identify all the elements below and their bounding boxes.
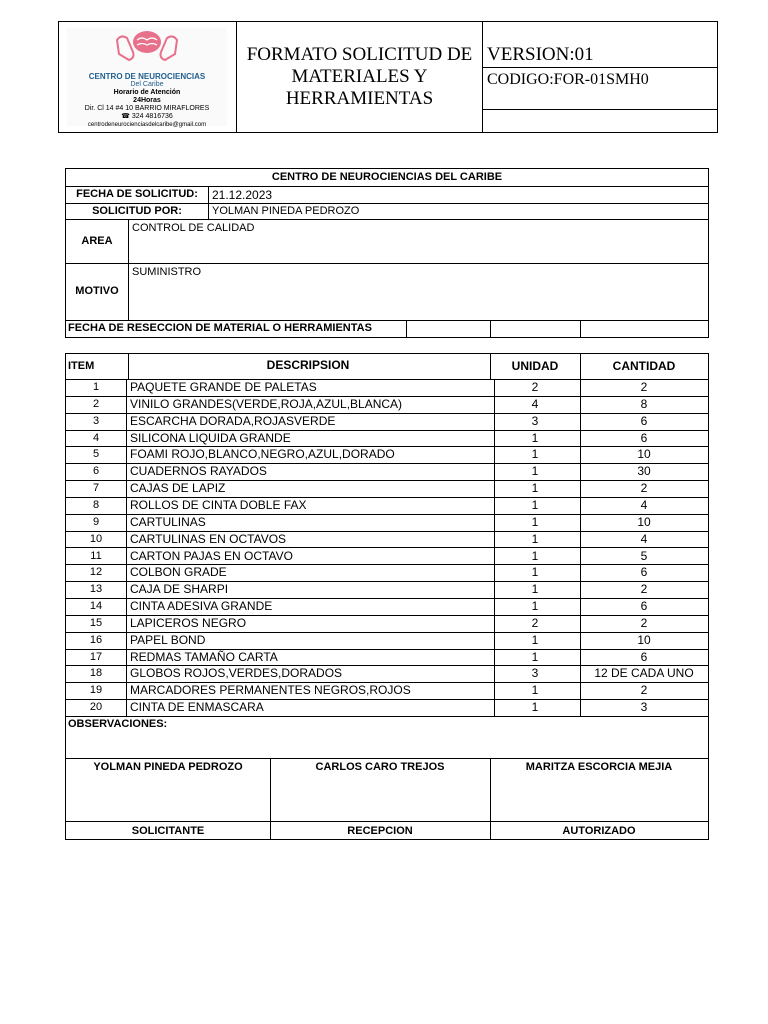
cell-unit: 1 xyxy=(490,581,581,598)
cell-qty: 4 xyxy=(640,531,648,546)
cell-qty: 6 xyxy=(640,599,648,614)
cell-unit: 1 xyxy=(490,497,581,514)
cell-qty: 10 xyxy=(637,514,651,529)
table-row xyxy=(66,682,708,700)
cell-qty: 8 xyxy=(640,396,648,411)
cell-unit: 3 xyxy=(490,413,581,430)
cell-item: 16 xyxy=(66,632,127,649)
table-row xyxy=(66,699,708,717)
table-row xyxy=(66,497,708,515)
cell-qty: 4 xyxy=(640,497,648,512)
cell-item: 9 xyxy=(66,514,127,531)
recepcion-label: FECHA DE RESECCION DE MATERIAL O HERRAMIENTAS xyxy=(68,322,372,334)
request-info-table xyxy=(65,168,709,338)
cell-item: 15 xyxy=(66,615,127,632)
org-title: CENTRO DE NEUROCIENCIAS DEL CARIBE xyxy=(271,171,503,183)
table-row xyxy=(66,649,708,667)
cell-qty: 2 xyxy=(640,683,648,698)
company-logo xyxy=(67,28,227,126)
cell-desc: CUADERNOS RAYADOS xyxy=(126,463,495,480)
document-meta xyxy=(483,22,717,132)
cell-qty: 2 xyxy=(640,615,648,630)
cell-unit: 1 xyxy=(490,699,581,716)
cell-desc: CINTA ADESIVA GRANDE xyxy=(126,598,495,615)
table-row xyxy=(66,463,708,481)
cell-item: 7 xyxy=(66,480,127,497)
logo-company-name: CENTRO DE NEUROCIENCIAS xyxy=(88,72,206,81)
cell-item: 10 xyxy=(66,531,127,548)
cell-unit: 1 xyxy=(490,682,581,699)
cell-unit: 1 xyxy=(490,632,581,649)
cell-qty: 2 xyxy=(640,481,648,496)
cell-unit: 1 xyxy=(490,463,581,480)
cell-item: 17 xyxy=(66,649,127,666)
cell-unit: 1 xyxy=(490,564,581,581)
logo-phone xyxy=(67,113,227,121)
solicitud-value: YOLMAN PINEDA PEDROZO xyxy=(212,205,360,217)
logo-hours: 24Horas xyxy=(133,97,161,104)
cell-desc: CAJAS DE LAPIZ xyxy=(126,480,495,497)
cell-item: 19 xyxy=(66,682,127,699)
cell-unit: 1 xyxy=(490,548,581,565)
document-title: FORMATO SOLICITUD DE MATERIALES Y HERRAMIENTAS xyxy=(237,22,483,132)
phone-icon: ☎ xyxy=(121,113,132,120)
cell-item: 2 xyxy=(66,396,127,413)
items-table xyxy=(65,353,709,840)
cell-desc: PAQUETE GRANDE DE PALETAS xyxy=(126,379,495,396)
cell-desc: FOAMI ROJO,BLANCO,NEGRO,AZUL,DORADO xyxy=(126,446,495,463)
table-row xyxy=(66,564,708,582)
cell-item: 3 xyxy=(66,413,127,430)
cell-qty: 10 xyxy=(637,632,651,647)
table-row xyxy=(66,480,708,498)
items-header-row xyxy=(66,354,708,380)
cell-qty: 2 xyxy=(640,380,648,394)
cell-item: 5 xyxy=(66,446,127,463)
table-row xyxy=(66,598,708,616)
cell-qty: 6 xyxy=(640,565,648,580)
observaciones-label: OBSERVACIONES: xyxy=(68,718,168,730)
table-row xyxy=(66,581,708,599)
cell-item: 11 xyxy=(66,548,127,565)
table-row xyxy=(66,548,708,566)
signer-name-solicitante: YOLMAN PINEDA PEDROZO xyxy=(93,761,243,773)
area-value: CONTROL DE CALIDAD xyxy=(132,222,255,234)
brain-hands-icon xyxy=(67,28,227,68)
cell-qty: 2 xyxy=(640,582,648,597)
table-row xyxy=(66,615,708,633)
logo-email: centrodeneurocienciasdelcaribe@gmail.com xyxy=(87,122,207,128)
table-row xyxy=(66,430,708,448)
table-row xyxy=(66,413,708,431)
table-row xyxy=(66,396,708,414)
solicitud-label: SOLICITUD POR: xyxy=(92,205,182,217)
cell-item: 18 xyxy=(66,665,127,682)
signer-name-autorizado: MARITZA ESCORCIA MEJIA xyxy=(525,761,673,773)
signer-role-solicitante: SOLICITANTE xyxy=(131,825,205,837)
motivo-label: MOTIVO xyxy=(75,285,119,297)
cell-desc: CARTULINAS xyxy=(126,514,495,531)
fecha-value: 21.12.2023 xyxy=(212,188,273,202)
cell-item: 20 xyxy=(66,699,127,716)
cell-qty: 6 xyxy=(640,430,648,445)
cell-item: 4 xyxy=(66,430,127,447)
table-row xyxy=(66,514,708,532)
logo-company-sub: Del Caribe xyxy=(130,81,164,88)
area-label: AREA xyxy=(81,235,113,247)
cell-qty: 10 xyxy=(637,447,651,462)
cell-qty: 3 xyxy=(640,700,648,715)
motivo-value: SUMINISTRO xyxy=(132,266,202,278)
header-desc: DESCRIPSION xyxy=(126,354,491,379)
cell-unit: 1 xyxy=(490,430,581,447)
cell-desc: MARCADORES PERMANENTES NEGROS,ROJOS xyxy=(126,682,495,699)
cell-unit: 1 xyxy=(490,649,581,666)
cell-desc: CAJA DE SHARPI xyxy=(126,581,495,598)
cell-desc: COLBON GRADE xyxy=(126,564,495,581)
fecha-label: FECHA DE SOLICITUD: xyxy=(76,188,198,200)
cell-desc: PAPEL BOND xyxy=(126,632,495,649)
header-unit: UNIDAD xyxy=(490,354,581,379)
table-row xyxy=(66,379,708,397)
logo-phone-number: 324 4816736 xyxy=(131,113,173,120)
table-row xyxy=(66,632,708,650)
cell-unit: 1 xyxy=(490,531,581,548)
cell-qty: 6 xyxy=(640,413,648,428)
cell-item: 6 xyxy=(66,463,127,480)
signer-name-recepcion: CARLOS CARO TREJOS xyxy=(315,761,445,773)
document-header xyxy=(58,21,718,133)
cell-unit: 1 xyxy=(490,598,581,615)
cell-unit: 1 xyxy=(490,446,581,463)
cell-qty: 6 xyxy=(640,649,648,664)
cell-desc: REDMAS TAMAÑO CARTA xyxy=(126,649,495,666)
signer-role-autorizado: AUTORIZADO xyxy=(562,825,636,837)
cell-desc: CARTULINAS EN OCTAVOS xyxy=(126,531,495,548)
cell-qty: 5 xyxy=(640,548,648,563)
cell-unit: 3 xyxy=(490,665,581,682)
logo-cell xyxy=(59,22,237,132)
cell-item: 12 xyxy=(66,564,127,581)
cell-unit: 4 xyxy=(490,396,581,413)
cell-item: 14 xyxy=(66,598,127,615)
cell-unit: 1 xyxy=(490,514,581,531)
cell-unit: 2 xyxy=(490,615,581,632)
cell-qty: 12 DE CADA UNO xyxy=(594,666,694,681)
table-row xyxy=(66,665,708,683)
cell-qty: 30 xyxy=(637,464,651,479)
cell-desc: VINILO GRANDES(VERDE,ROJA,AZUL,BLANCA) xyxy=(126,396,495,413)
cell-desc: CARTON PAJAS EN OCTAVO xyxy=(126,548,495,565)
blank-cell xyxy=(483,110,717,132)
header-qty: CANTIDAD xyxy=(612,359,676,373)
cell-desc: ROLLOS DE CINTA DOBLE FAX xyxy=(126,497,495,514)
logo-hours-label: Horario de Atención xyxy=(113,89,181,96)
cell-unit: 1 xyxy=(490,480,581,497)
header-item: ITEM xyxy=(66,354,129,379)
signer-role-recepcion: RECEPCION xyxy=(347,825,413,837)
table-row xyxy=(66,531,708,549)
logo-address: Dir. Cl 14 #4 10 BARRIO MIRAFLORES xyxy=(84,105,210,112)
code-label: CODIGO:FOR-01SMH0 xyxy=(483,68,717,110)
cell-item: 1 xyxy=(66,379,127,396)
cell-item: 13 xyxy=(66,581,127,598)
cell-desc: LAPICEROS NEGRO xyxy=(126,615,495,632)
version-label: VERSION:01 xyxy=(483,22,717,68)
cell-desc: CINTA DE ENMASCARA xyxy=(126,699,495,716)
cell-unit: 2 xyxy=(490,379,581,396)
cell-item: 8 xyxy=(66,497,127,514)
cell-desc: ESCARCHA DORADA,ROJASVERDE xyxy=(126,413,495,430)
cell-desc: GLOBOS ROJOS,VERDES,DORADOS xyxy=(126,665,495,682)
cell-desc: SILICONA LIQUIDA GRANDE xyxy=(126,430,495,447)
table-row xyxy=(66,446,708,464)
